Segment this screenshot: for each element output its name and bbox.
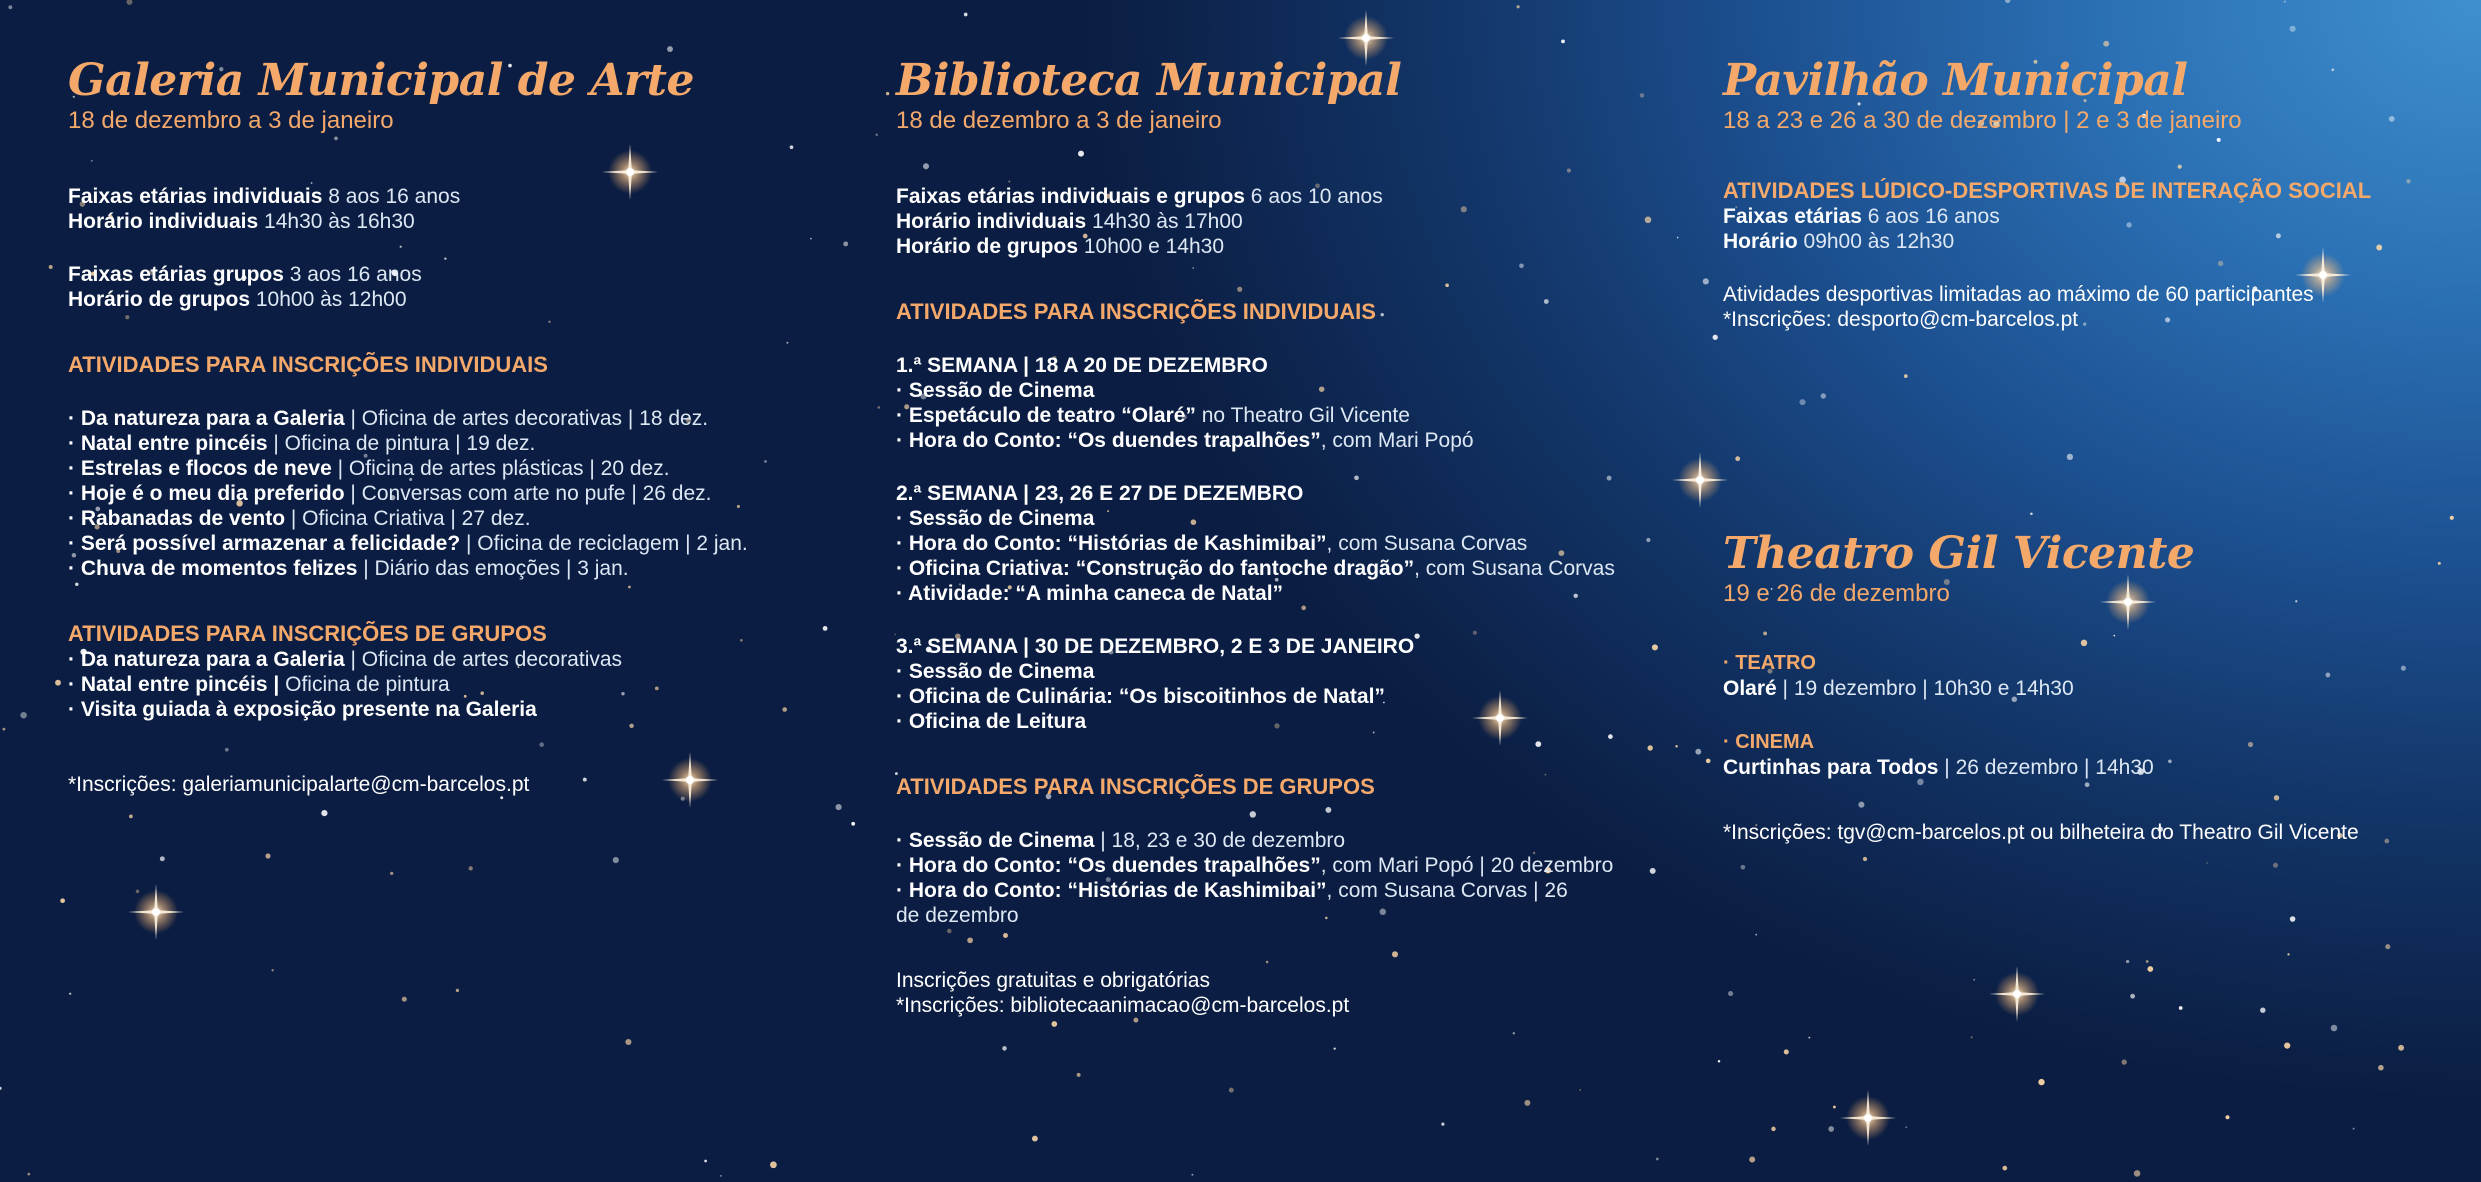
star-dot: [69, 993, 71, 995]
week-heading: 2.ª SEMANA | 23, 26 E 27 DE DEZEMBRO: [896, 482, 1304, 505]
pavilhao-registration: *Inscrições: desporto@cm-barcelos.pt: [1723, 308, 2079, 331]
biblioteca-dates: 18 de dezembro a 3 de janeiro: [896, 107, 1222, 134]
pavilhao-info-line: Horário 09h00 às 12h30: [1723, 230, 1955, 253]
week-heading: 1.ª SEMANA | 18 A 20 DE DEZEMBRO: [896, 354, 1268, 377]
week-activity: · Oficina de Leitura: [896, 710, 1087, 733]
star-dot: [2284, 1042, 2290, 1048]
star-dot: [1741, 865, 1746, 870]
star-dot: [2147, 966, 2153, 972]
star-dot: [886, 92, 889, 95]
star-dot: [321, 810, 327, 816]
pavilhao-heading: ATIVIDADES LÚDICO-DESPORTIVAS DE INTERAÇÃO SOCIAL: [1723, 178, 2372, 203]
pavilhao-info-line: Faixas etárias 6 aos 16 anos: [1723, 205, 2000, 228]
star-dot: [2450, 516, 2454, 520]
star-dot: [836, 804, 842, 810]
star-dot: [1695, 749, 1701, 755]
star-dot: [136, 890, 139, 893]
galeria-group-activity: · Da natureza para a Galeria | Oficina de artes decorativas: [68, 648, 623, 671]
star-dot: [3, 728, 6, 731]
star-dot: [402, 997, 407, 1002]
star-dot: [875, 133, 878, 136]
teatro-cinema-item: Curtinhas para Todos | 26 dezembro | 14h30: [1723, 756, 2154, 779]
biblioteca-info-line: Horário de grupos 10h00 e 14h30: [896, 235, 1225, 258]
teatro-theatre-heading: · TEATRO: [1723, 652, 1816, 674]
star-dot: [2005, 0, 2010, 3]
week-activity: · Sessão de Cinema: [896, 660, 1095, 683]
biblioteca-registration: *Inscrições: bibliotecaanimacao@cm-barcelos.pt: [896, 994, 1350, 1017]
star-dot: [2146, 960, 2149, 963]
week-activity: · Hora do Conto: “Histórias de Kashimibai”, com Susana Corvas: [896, 532, 1528, 555]
galeria-group-activity: · Visita guiada à exposição presente na Galeria: [68, 698, 537, 721]
star-dot: [667, 46, 673, 52]
star-dot: [2260, 1007, 2265, 1012]
galeria-info-line: Horário individuais 14h30 às 16h30: [68, 210, 415, 233]
star-dot: [1441, 1123, 1444, 1126]
sparkle-star: [1989, 966, 2045, 1022]
star-dot: [1133, 1018, 1138, 1023]
star-dot: [2134, 1170, 2141, 1177]
galeria-individual-heading: ATIVIDADES PARA INSCRIÇÕES INDIVIDUAIS: [68, 352, 548, 377]
star-dot: [2130, 994, 2135, 999]
sparkle-star: [1840, 1090, 1896, 1146]
galeria-dates: 18 de dezembro a 3 de janeiro: [68, 107, 394, 134]
star-dot: [2126, 960, 2129, 963]
galeria-section: [68, 55, 838, 797]
biblioteca-info-line: Horário individuais 14h30 às 17h00: [896, 210, 1243, 233]
star-dot: [2179, 1006, 2183, 1010]
week-activity: · Sessão de Cinema: [896, 379, 1095, 402]
star-dot: [60, 898, 65, 903]
week-activity: · Atividade: “A minha caneca de Natal”: [896, 582, 1284, 605]
star-dot: [2385, 944, 2390, 949]
galeria-info-line: Faixas etárias individuais 8 aos 16 anos: [68, 185, 461, 208]
star-dot: [1703, 278, 1709, 284]
galeria-activity: · Hoje é o meu dia preferido | Conversas com arte no pufe | 26 dez.: [68, 482, 712, 505]
teatro-registration: *Inscrições: tgv@cm-barcelos.pt ou bilheteira do Theatro Gil Vicente: [1723, 821, 2359, 844]
biblioteca-free-note: Inscrições gratuitas e obrigatórias: [896, 969, 1210, 992]
star-dot: [2206, 862, 2208, 864]
star-dot: [613, 857, 619, 863]
star-dot: [1728, 991, 1733, 996]
week-activity: · Hora do Conto: “Os duendes trapalhões”, com Mari Popó: [896, 429, 1474, 452]
week-activity: · Oficina Criativa: “Construção do fantoche dragão”, com Susana Corvas: [896, 557, 1615, 580]
pavilhao-note: Atividades desportivas limitadas ao máximo de 60 participantes: [1723, 283, 2314, 306]
star-dot: [877, 406, 880, 409]
star-dot: [720, 1175, 722, 1177]
galeria-info-line: Horário de grupos 10h00 às 12h00: [68, 288, 407, 311]
star-dot: [2290, 26, 2296, 32]
star-dot: [1713, 335, 1718, 340]
star-dot: [2067, 454, 2073, 460]
star-dot: [2226, 1115, 2230, 1119]
star-dot: [271, 969, 273, 971]
star-dot: [390, 872, 393, 875]
biblioteca-individual-heading: ATIVIDADES PARA INSCRIÇÕES INDIVIDUAIS: [896, 299, 1376, 324]
star-dot: [1513, 1032, 1515, 1034]
star-dot: [2331, 1025, 2338, 1032]
star-dot: [1002, 1046, 1007, 1051]
galeria-activity: · Estrelas e flocos de neve | Oficina de artes plásticas | 20 dez.: [68, 457, 670, 480]
star-dot: [27, 1173, 30, 1176]
galeria-group-activity: · Natal entre pincéis | Oficina de pintura: [68, 673, 450, 696]
star-dot: [2353, 1128, 2355, 1130]
star-dot: [1904, 374, 1908, 378]
star-dot: [160, 856, 165, 861]
star-dot: [265, 853, 270, 858]
star-dot: [1032, 1136, 1038, 1142]
star-dot: [964, 13, 968, 17]
week-activity: · Espetáculo de teatro “Olaré” no Theatro Gil Vicente: [896, 404, 1410, 427]
biblioteca-group-activity: · Sessão de Cinema | 18, 23 e 30 de dezembro: [896, 829, 1346, 852]
teatro-dates: 19 e 26 de dezembro: [1723, 580, 1950, 607]
biblioteca-groups-heading: ATIVIDADES PARA INSCRIÇÕES DE GRUPOS: [896, 774, 1375, 799]
star-dot: [2290, 916, 2296, 922]
galeria-activity: · Será possível armazenar a felicidade? | Oficina de reciclagem | 2 jan.: [68, 532, 748, 555]
star-dot: [456, 989, 459, 992]
biblioteca-title: Biblioteca Municipal: [896, 55, 1402, 106]
star-dot: [1808, 1037, 1810, 1039]
week-heading: 3.ª SEMANA | 30 DE DEZEMBRO, 2 E 3 DE JANEIRO: [896, 635, 1415, 658]
star-dot: [1799, 399, 1805, 405]
star-dot: [1191, 1174, 1193, 1176]
star-dot: [1973, 979, 1975, 981]
star-dot: [1735, 456, 1740, 461]
biblioteca-group-activity: · Hora do Conto: “Os duendes trapalhões”, com Mari Popó | 20 dezembro: [896, 854, 1614, 877]
star-dot: [2378, 1065, 2384, 1071]
star-dot: [1229, 1088, 1234, 1093]
star-dot: [2122, 1059, 2127, 1064]
star-dot: [625, 1039, 631, 1045]
star-dot: [2103, 41, 2109, 47]
galeria-activity: · Chuva de momentos felizes | Diário das emoções | 3 jan.: [68, 557, 629, 580]
star-dot: [1718, 1060, 1721, 1063]
week-activity: · Sessão de Cinema: [896, 507, 1095, 530]
star-dot: [1561, 40, 1565, 44]
star-dot: [843, 241, 848, 246]
galeria-groups-heading: ATIVIDADES PARA INSCRIÇÕES DE GRUPOS: [68, 621, 547, 646]
star-dot: [1755, 934, 1757, 936]
galeria-registration: *Inscrições: galeriamunicipalarte@cm-barcelos.pt: [68, 773, 530, 796]
star-dot: [55, 680, 61, 686]
star-dot: [1771, 1127, 1775, 1131]
galeria-activity: · Rabanadas de vento | Oficina Criativa | 27 dez.: [68, 507, 531, 530]
star-dot: [469, 866, 473, 870]
biblioteca-section: [896, 55, 1696, 1018]
galeria-title: Galeria Municipal de Arte: [68, 55, 694, 106]
star-dot: [2284, 0, 2286, 2]
galeria-activity: · Da natureza para a Galeria | Oficina de artes decorativas | 18 dez.: [68, 407, 709, 430]
star-dot: [1517, 5, 1520, 8]
star-dot: [2030, 512, 2033, 515]
star-dot: [1579, 1089, 1581, 1091]
star-dot: [1524, 1100, 1530, 1106]
star-dot: [851, 822, 855, 826]
star-dot: [1821, 393, 1826, 398]
star-dot: [2038, 1079, 2044, 1085]
galeria-activity: · Natal entre pincéis | Oficina de pintura | 19 dez.: [68, 432, 536, 455]
pavilhao-title: Pavilhão Municipal: [1723, 55, 2188, 106]
star-dot: [1971, 1036, 1973, 1038]
star-dot: [1334, 1047, 1336, 1049]
star-dot: [8, 5, 12, 9]
biblioteca-info-line: Faixas etárias individuais e grupos 6 aos 10 anos: [896, 185, 1383, 208]
star-dot: [1863, 857, 1867, 861]
star-dot: [49, 265, 53, 269]
star-dot: [2002, 1166, 2007, 1171]
star-dot: [1784, 1049, 1789, 1054]
star-dot: [770, 1161, 777, 1168]
week-activity: · Oficina de Culinária: “Os biscoitinhos de Natal”: [896, 685, 1385, 708]
teatro-section: [1723, 528, 2463, 845]
star-dot: [20, 712, 27, 719]
star-dot: [1828, 1126, 1834, 1132]
galeria-info-line: Faixas etárias grupos 3 aos 16 anos: [68, 263, 422, 286]
teatro-cinema-heading: · CINEMA: [1723, 731, 1815, 753]
star-dot: [127, 0, 133, 5]
star-dot: [1656, 1158, 1659, 1161]
star-dot: [2287, 953, 2289, 955]
star-dot: [1077, 1073, 1081, 1077]
biblioteca-group-activity: · Hora do Conto: “Histórias de Kashimibai”, com Susana Corvas | 26 de dezembro: [896, 879, 1568, 927]
star-dot: [1833, 1106, 1836, 1109]
pavilhao-dates: 18 a 23 e 26 a 30 de dezembro | 2 e 3 de janeiro: [1723, 107, 2242, 134]
star-dot: [704, 1160, 707, 1163]
star-dot: [1905, 1126, 1907, 1128]
star-dot: [1706, 759, 1711, 764]
teatro-title: Theatro Gil Vicente: [1723, 528, 2195, 579]
star-dot: [1051, 1021, 1057, 1027]
star-dot: [0, 1087, 2, 1090]
star-dot: [129, 815, 133, 819]
star-dot: [2273, 863, 2278, 868]
star-dot: [1749, 1157, 1755, 1163]
star-dot: [2398, 1045, 2404, 1051]
pavilhao-section: [1723, 55, 2463, 332]
teatro-theatre-item: Olaré | 19 dezembro | 10h30 e 14h30: [1723, 677, 2074, 700]
